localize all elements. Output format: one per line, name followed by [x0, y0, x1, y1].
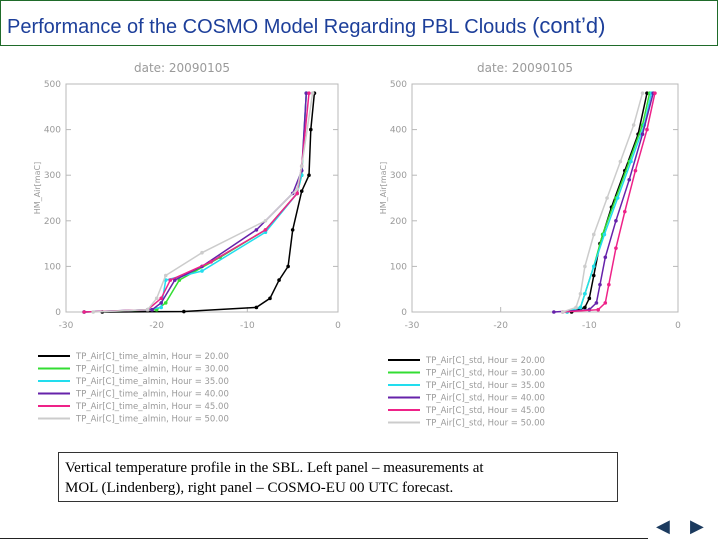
data-point	[592, 265, 596, 269]
y-tick-label: 100	[389, 262, 407, 273]
right-profile-chart	[356, 54, 720, 434]
data-point	[579, 292, 583, 296]
legend-entry: TP_Air[C]_time_almin, Hour = 40.00	[76, 389, 229, 400]
title-tail: (cont’d)	[532, 13, 606, 38]
data-point	[605, 196, 609, 200]
data-point	[619, 160, 623, 164]
data-point	[286, 265, 290, 269]
y-tick-label: 500	[389, 80, 407, 90]
data-point	[634, 169, 638, 173]
series-line	[84, 93, 306, 312]
data-point	[264, 228, 268, 232]
data-point	[603, 233, 607, 237]
data-point	[653, 91, 657, 95]
series-line	[563, 93, 643, 312]
x-tick-label: -10	[239, 321, 255, 331]
data-point	[150, 308, 154, 312]
data-point	[168, 278, 172, 282]
y-tick-label: 400	[389, 125, 407, 136]
title-main: Performance of the COSMO Model Regarding PBL Clouds	[7, 16, 527, 38]
left-profile-chart	[0, 54, 356, 434]
chart-title: date: 20090105	[477, 61, 573, 75]
x-tick-label: 0	[335, 321, 341, 331]
series-line	[567, 93, 649, 312]
y-axis-label: HM_Air[maC]	[379, 161, 388, 215]
legend-entry: TP_Air[C]_time_almin, Hour = 20.00	[76, 352, 229, 362]
data-point	[159, 301, 163, 305]
caption-line-1: Vertical temperature profile in the SBL. Left panel – measurements at	[65, 460, 484, 476]
y-tick-label: 300	[43, 171, 61, 182]
data-point	[598, 283, 602, 287]
x-tick-label: -30	[404, 321, 420, 331]
data-point	[583, 306, 587, 310]
data-point	[607, 283, 611, 287]
data-point	[309, 128, 313, 132]
data-point	[579, 306, 583, 310]
data-point	[200, 251, 204, 255]
data-point	[159, 297, 163, 301]
legend-entry: TP_Air[C]_std, Hour = 20.00	[426, 356, 545, 366]
legend-entry: TP_Air[C]_time_almin, Hour = 35.00	[76, 377, 229, 387]
data-point	[82, 310, 86, 314]
legend-entry: TP_Air[C]_std, Hour = 30.00	[426, 368, 545, 379]
y-tick-label: 200	[389, 216, 407, 227]
series-line	[84, 93, 306, 312]
plot-frame	[66, 84, 338, 312]
legend-entry: TP_Air[C]_std, Hour = 50.00	[426, 418, 545, 429]
previous-slide-icon[interactable]: ◀	[656, 516, 670, 536]
data-point	[291, 228, 295, 232]
data-point	[561, 310, 565, 314]
data-point	[583, 265, 587, 269]
data-point	[311, 91, 315, 95]
legend-entry: TP_Air[C]_time_almin, Hour = 30.00	[76, 364, 229, 375]
data-point	[641, 132, 645, 136]
y-tick-label: 0	[401, 308, 407, 318]
data-point	[641, 91, 645, 95]
y-tick-label: 500	[43, 80, 61, 90]
data-point	[614, 219, 618, 223]
x-tick-label: -30	[58, 321, 74, 331]
data-point	[209, 260, 213, 264]
data-point	[632, 123, 636, 127]
series-line	[84, 93, 306, 312]
legend-entry: TP_Air[C]_time_almin, Hour = 45.00	[76, 402, 229, 412]
data-point	[91, 310, 95, 314]
x-tick-label: -20	[149, 321, 165, 331]
data-point	[583, 292, 587, 296]
data-point	[623, 210, 627, 214]
legend-entry: TP_Air[C]_std, Hour = 40.00	[426, 393, 545, 404]
data-point	[552, 310, 556, 314]
x-tick-label: -10	[581, 321, 597, 331]
y-tick-label: 300	[389, 171, 407, 182]
data-point	[616, 196, 620, 200]
figure-caption	[58, 452, 618, 502]
data-point	[595, 301, 599, 305]
y-tick-label: 400	[43, 125, 61, 136]
data-point	[592, 274, 596, 278]
data-point	[155, 297, 159, 301]
data-point	[268, 297, 272, 301]
data-point	[295, 187, 299, 191]
x-tick-label: 0	[675, 321, 681, 331]
y-axis-label: HM_Air[maC]	[33, 161, 42, 215]
data-point	[159, 306, 163, 310]
data-point	[300, 189, 304, 193]
data-point	[596, 308, 600, 312]
y-tick-label: 0	[55, 308, 61, 318]
data-point	[164, 274, 168, 278]
data-point	[627, 178, 631, 182]
legend-entry: TP_Air[C]_std, Hour = 45.00	[426, 406, 545, 416]
series-line	[84, 93, 309, 312]
data-point	[295, 192, 299, 196]
y-tick-label: 200	[43, 216, 61, 227]
data-point	[255, 306, 259, 310]
data-point	[264, 219, 268, 223]
chart-title: date: 20090105	[134, 61, 230, 75]
data-point	[614, 246, 618, 250]
y-tick-label: 100	[43, 262, 61, 273]
data-point	[255, 228, 259, 232]
data-point	[574, 306, 578, 310]
data-point	[164, 301, 168, 305]
legend-entry: TP_Air[C]_time_almin, Hour = 50.00	[76, 414, 229, 425]
data-point	[277, 278, 281, 282]
data-point	[603, 255, 607, 259]
data-point	[307, 173, 311, 177]
x-tick-label: -20	[493, 321, 509, 331]
data-point	[603, 301, 607, 305]
data-point	[629, 160, 633, 164]
data-point	[200, 269, 204, 273]
next-slide-icon[interactable]: ▶	[690, 516, 704, 536]
title-bar	[0, 0, 718, 46]
series-line	[554, 93, 653, 312]
data-point	[645, 128, 649, 132]
legend-entry: TP_Air[C]_std, Hour = 35.00	[426, 381, 545, 391]
data-point	[182, 310, 186, 314]
data-point	[307, 91, 311, 95]
data-point	[300, 164, 304, 168]
data-point	[592, 233, 596, 237]
slide-title	[7, 13, 605, 39]
caption-line-2: MOL (Lindenberg), right panel – COSMO-EU 00 UTC forecast.	[65, 480, 454, 496]
data-point	[146, 308, 150, 312]
plot-frame	[412, 84, 678, 312]
footer-divider	[0, 538, 648, 539]
data-point	[588, 297, 592, 301]
